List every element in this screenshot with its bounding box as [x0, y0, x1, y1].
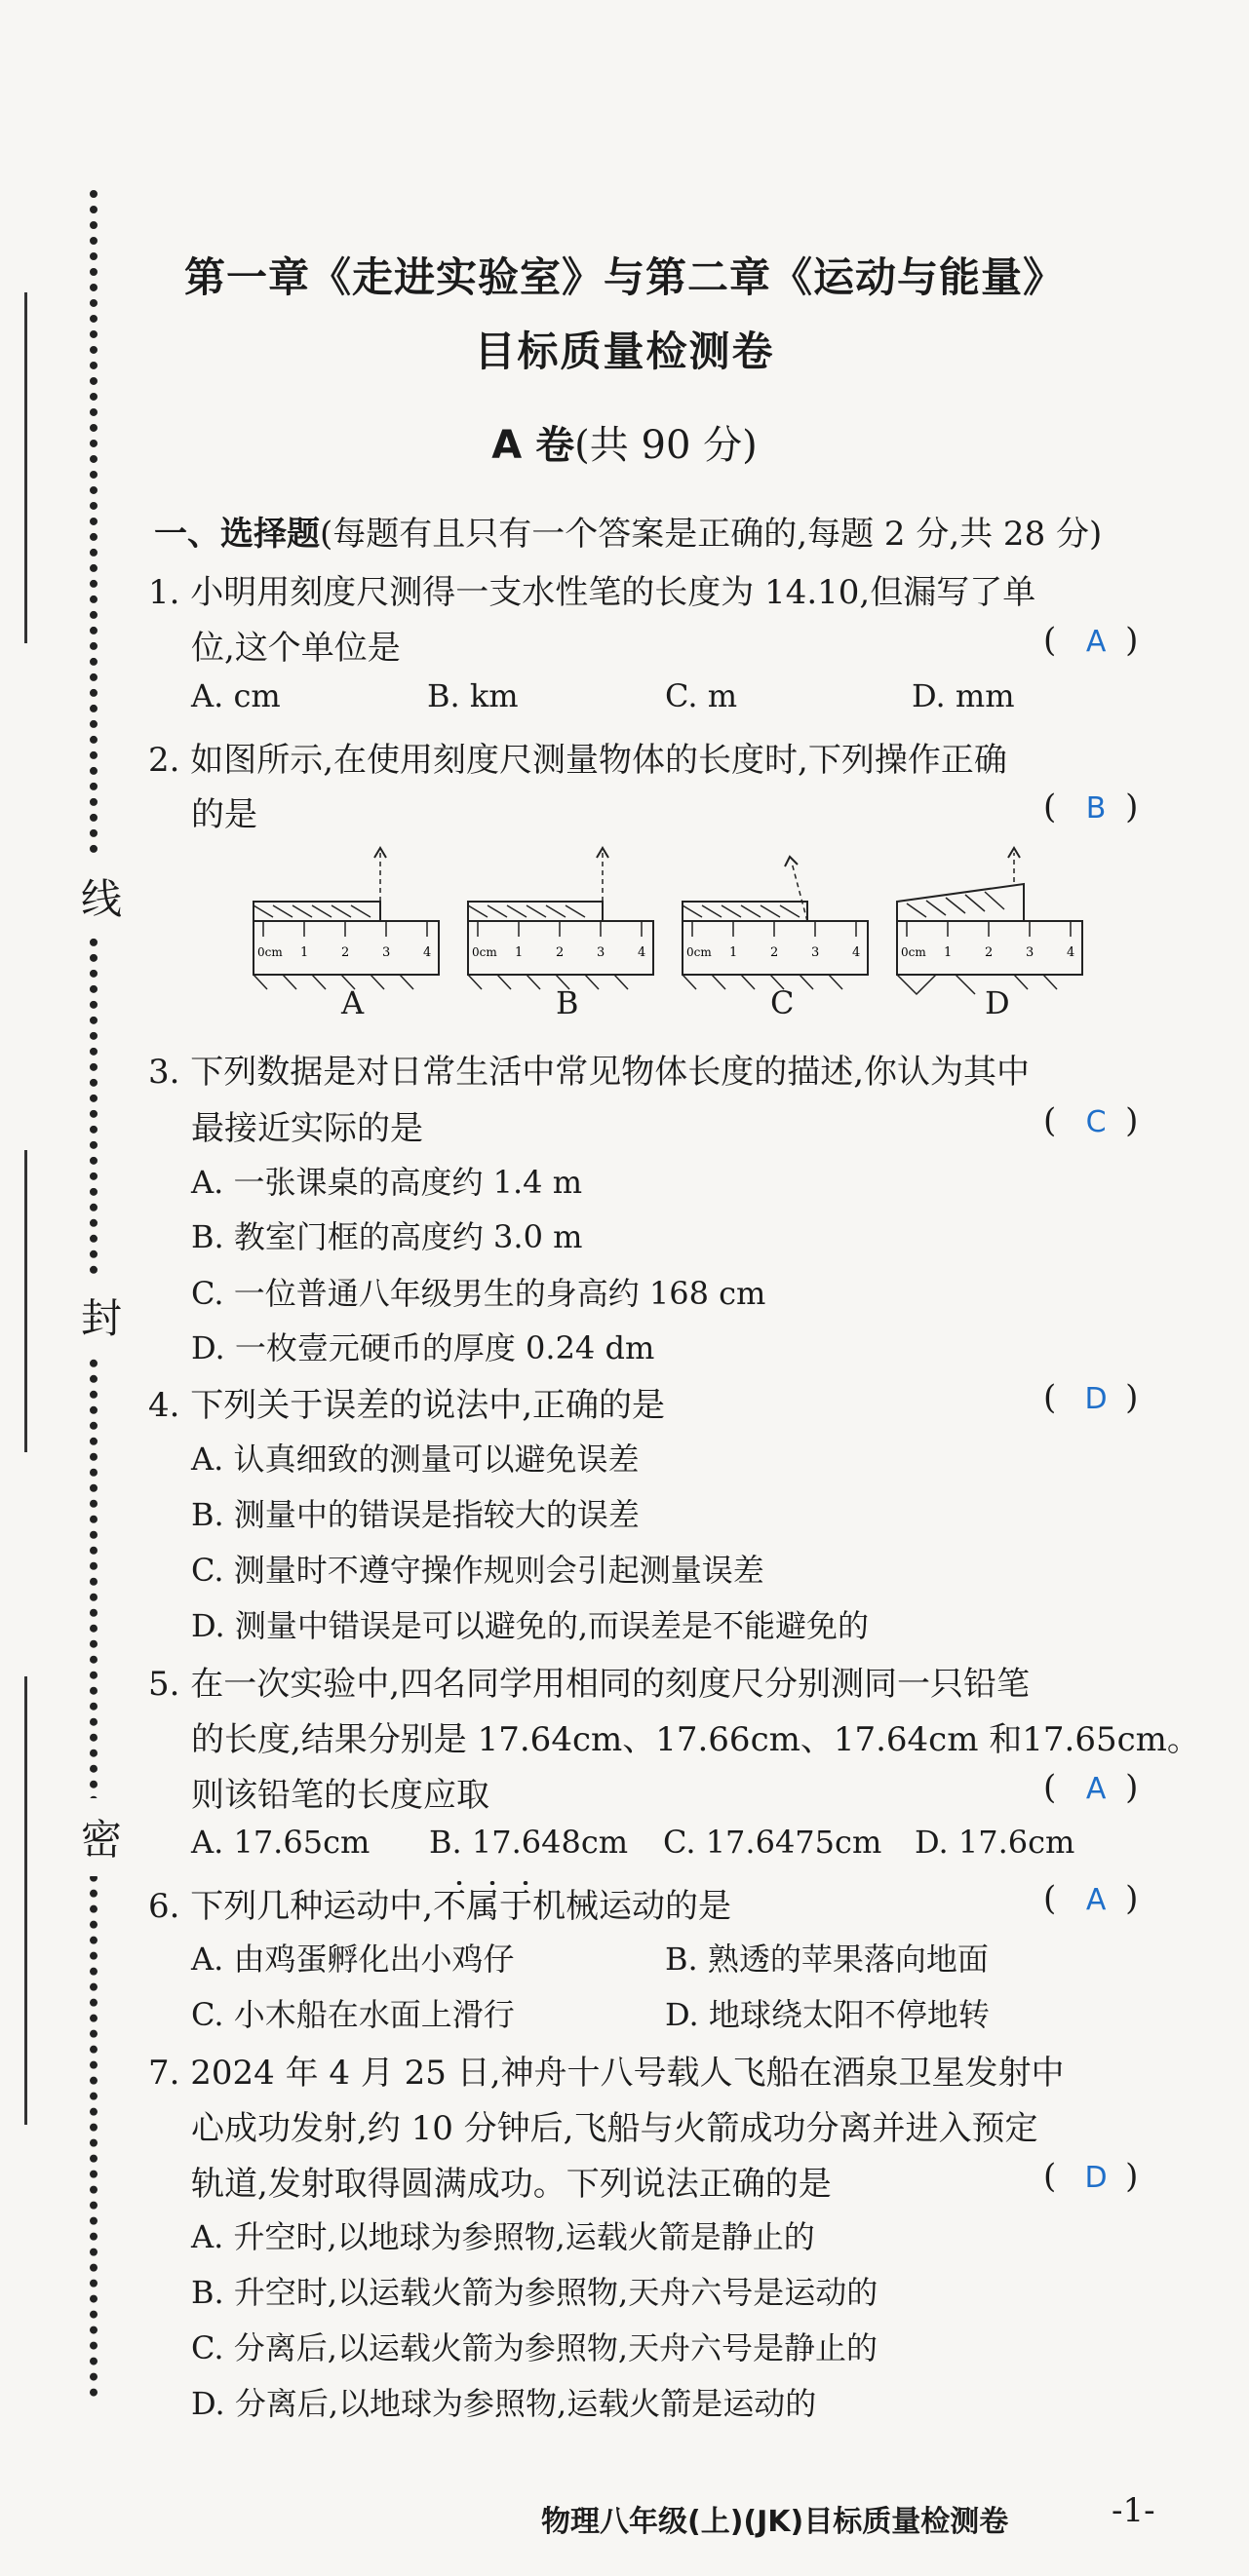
q2-answer-letter: B — [1085, 791, 1107, 826]
svg-text:0cm: 0cm — [472, 945, 497, 959]
q7-stem-line3: 轨道,发射取得圆满成功。下列说法正确的是 — [191, 2165, 832, 2204]
q6-stem-emphasis: 不属于 — [433, 1887, 533, 1926]
svg-text:0cm: 0cm — [901, 945, 926, 959]
q1-option-a: A. cm — [191, 677, 281, 714]
q6-option-b: B. 熟透的苹果落向地面 — [665, 1941, 989, 1978]
q5-stem-line2: 的长度,结果分别是 17.64cm、17.66cm、17.64cm 和17.65cm。 — [191, 1720, 1200, 1759]
volume-heading — [0, 414, 1249, 470]
q7-answer-letter: D — [1084, 2161, 1108, 2195]
q6-stem-suffix: 机械运动的是 — [532, 1887, 732, 1926]
svg-text:4: 4 — [638, 945, 646, 960]
q3-option-a: A. 一张课桌的高度约 1.4 m — [191, 1164, 583, 1201]
q5-option-c: C. 17.6475cm — [663, 1824, 882, 1861]
svg-text:2: 2 — [341, 945, 350, 960]
figure-label-d: D — [985, 984, 1010, 1021]
q6-stem-prefix: 6. 下列几种运动中, — [148, 1887, 434, 1926]
volume-score: (共 90 分) — [574, 423, 758, 468]
q7-option-a: A. 升空时,以地球为参照物,运载火箭是静止的 — [191, 2218, 815, 2255]
q1-stem-line2: 位,这个单位是 — [191, 629, 401, 668]
q4-option-b: B. 测量中的错误是指较大的误差 — [191, 1496, 640, 1533]
exam-subtitle: 目标质量检测卷 — [474, 327, 775, 375]
q7-answer: ( D ) — [1043, 2157, 1139, 2196]
section-heading — [154, 507, 1102, 555]
svg-text:3: 3 — [597, 945, 605, 960]
svg-text:2: 2 — [770, 945, 779, 960]
q3-option-c: C. 一位普通八年级男生的身高约 168 cm — [191, 1275, 766, 1312]
svg-text:1: 1 — [515, 945, 524, 960]
q7-option-c: C. 分离后,以运载火箭为参照物,天舟六号是静止的 — [191, 2329, 878, 2366]
q2-stem-line1: 2. 如图所示,在使用刻度尺测量物体的长度时,下列操作正确 — [148, 741, 1007, 780]
figure-label-c: C — [770, 984, 795, 1021]
q6-stem — [148, 1879, 731, 1927]
svg-text:1: 1 — [944, 945, 953, 960]
ruler-a — [254, 848, 439, 989]
q4-stem: 4. 下列关于误差的说法中,正确的是 — [148, 1386, 666, 1425]
q5-stem-line1: 5. 在一次实验中,四名同学用相同的刻度尺分别测同一只铅笔 — [148, 1665, 1031, 1704]
binding-mark-xian: 线 — [81, 858, 110, 936]
q1-option-c: C. m — [665, 677, 738, 714]
q4-option-d: D. 测量中错误是可以避免的,而误差是不能避免的 — [191, 1607, 870, 1644]
q5-stem-line3: 则该铅笔的长度应取 — [191, 1776, 489, 1815]
q6-answer-letter: A — [1085, 1883, 1107, 1917]
q5-option-b: B. 17.648cm — [429, 1824, 629, 1861]
q6-answer: ( A ) — [1043, 1879, 1139, 1918]
q7-stem-line2: 心成功发射,约 10 分钟后,飞船与火箭成功分离并进入预定 — [191, 2109, 1038, 2148]
q4-option-a: A. 认真细致的测量可以避免误差 — [191, 1441, 640, 1478]
q3-option-b: B. 教室门框的高度约 3.0 m — [191, 1218, 583, 1255]
volume-label: A 卷 — [491, 423, 575, 468]
svg-text:4: 4 — [423, 945, 432, 960]
page-footer: 物理八年级(上)(JK)目标质量检测卷 — [541, 2505, 1009, 2539]
ruler-d — [897, 848, 1082, 994]
q5-answer-letter: A — [1085, 1772, 1107, 1806]
q4-option-c: C. 测量时不遵守操作规则会引起测量误差 — [191, 1552, 764, 1589]
svg-text:4: 4 — [852, 945, 861, 960]
q1-option-b: B. km — [427, 677, 519, 714]
q3-answer-letter: C — [1085, 1105, 1107, 1139]
q6-option-a: A. 由鸡蛋孵化出小鸡仔 — [191, 1941, 515, 1978]
q5-answer: ( A ) — [1043, 1768, 1139, 1807]
svg-text:2: 2 — [985, 945, 994, 960]
svg-text:3: 3 — [382, 945, 391, 960]
q6-option-d: D. 地球绕太阳不停地转 — [665, 1996, 990, 2033]
q1-answer-letter: A — [1085, 625, 1107, 659]
binding-mark-feng: 封 — [81, 1277, 110, 1355]
q7-option-d: D. 分离后,以地球为参照物,运载火箭是运动的 — [191, 2385, 817, 2422]
exam-title: 第一章《走进实验室》与第二章《运动与能量》 — [183, 253, 1065, 301]
ruler-c — [683, 857, 868, 989]
binding-mark-mi: 密 — [81, 1798, 110, 1876]
svg-text:1: 1 — [729, 945, 738, 960]
svg-text:3: 3 — [1026, 945, 1034, 960]
ruler-b — [468, 848, 653, 989]
q5-option-a: A. 17.65cm — [191, 1824, 371, 1861]
figure-label-a: A — [341, 984, 365, 1021]
page-number: -1- — [1112, 2491, 1155, 2530]
q3-option-d: D. 一枚壹元硬币的厚度 0.24 dm — [191, 1329, 655, 1366]
q7-option-b: B. 升空时,以运载火箭为参照物,天舟六号是运动的 — [191, 2274, 878, 2311]
class-field-line — [24, 1150, 27, 1452]
q3-answer: ( C ) — [1043, 1101, 1139, 1140]
q3-stem-line1: 3. 下列数据是对日常生活中常见物体长度的描述,你认为其中 — [148, 1053, 1031, 1092]
svg-text:3: 3 — [811, 945, 820, 960]
svg-text:0cm: 0cm — [686, 945, 712, 959]
svg-text:4: 4 — [1067, 945, 1075, 960]
svg-text:2: 2 — [556, 945, 565, 960]
figure-label-b: B — [556, 984, 579, 1021]
q4-answer-letter: D — [1084, 1382, 1108, 1416]
section-note: (每题有且只有一个答案是正确的,每题 2 分,共 28 分) — [320, 515, 1103, 554]
svg-text:0cm: 0cm — [257, 945, 283, 959]
q7-stem-line1: 7. 2024 年 4 月 25 日,神舟十八号载人飞船在酒泉卫星发射中 — [148, 2054, 1065, 2093]
q3-stem-line2: 最接近实际的是 — [191, 1109, 423, 1148]
q1-stem-line1: 1. 小明用刻度尺测得一支水性笔的长度为 14.10,但漏写了单 — [148, 573, 1036, 612]
id-field-line — [24, 1676, 27, 2125]
q2-stem-line2: 的是 — [191, 795, 257, 834]
svg-text:1: 1 — [300, 945, 309, 960]
q6-option-c: C. 小木船在水面上滑行 — [191, 1996, 515, 2033]
q5-option-d: D. 17.6cm — [915, 1824, 1075, 1861]
q1-answer: ( A ) — [1043, 621, 1139, 660]
q1-option-d: D. mm — [912, 677, 1015, 714]
q4-answer: ( D ) — [1043, 1378, 1139, 1417]
ruler-figure — [244, 833, 1102, 1028]
section-title: 一、选择题 — [154, 515, 320, 554]
q2-answer: ( B ) — [1043, 788, 1139, 827]
